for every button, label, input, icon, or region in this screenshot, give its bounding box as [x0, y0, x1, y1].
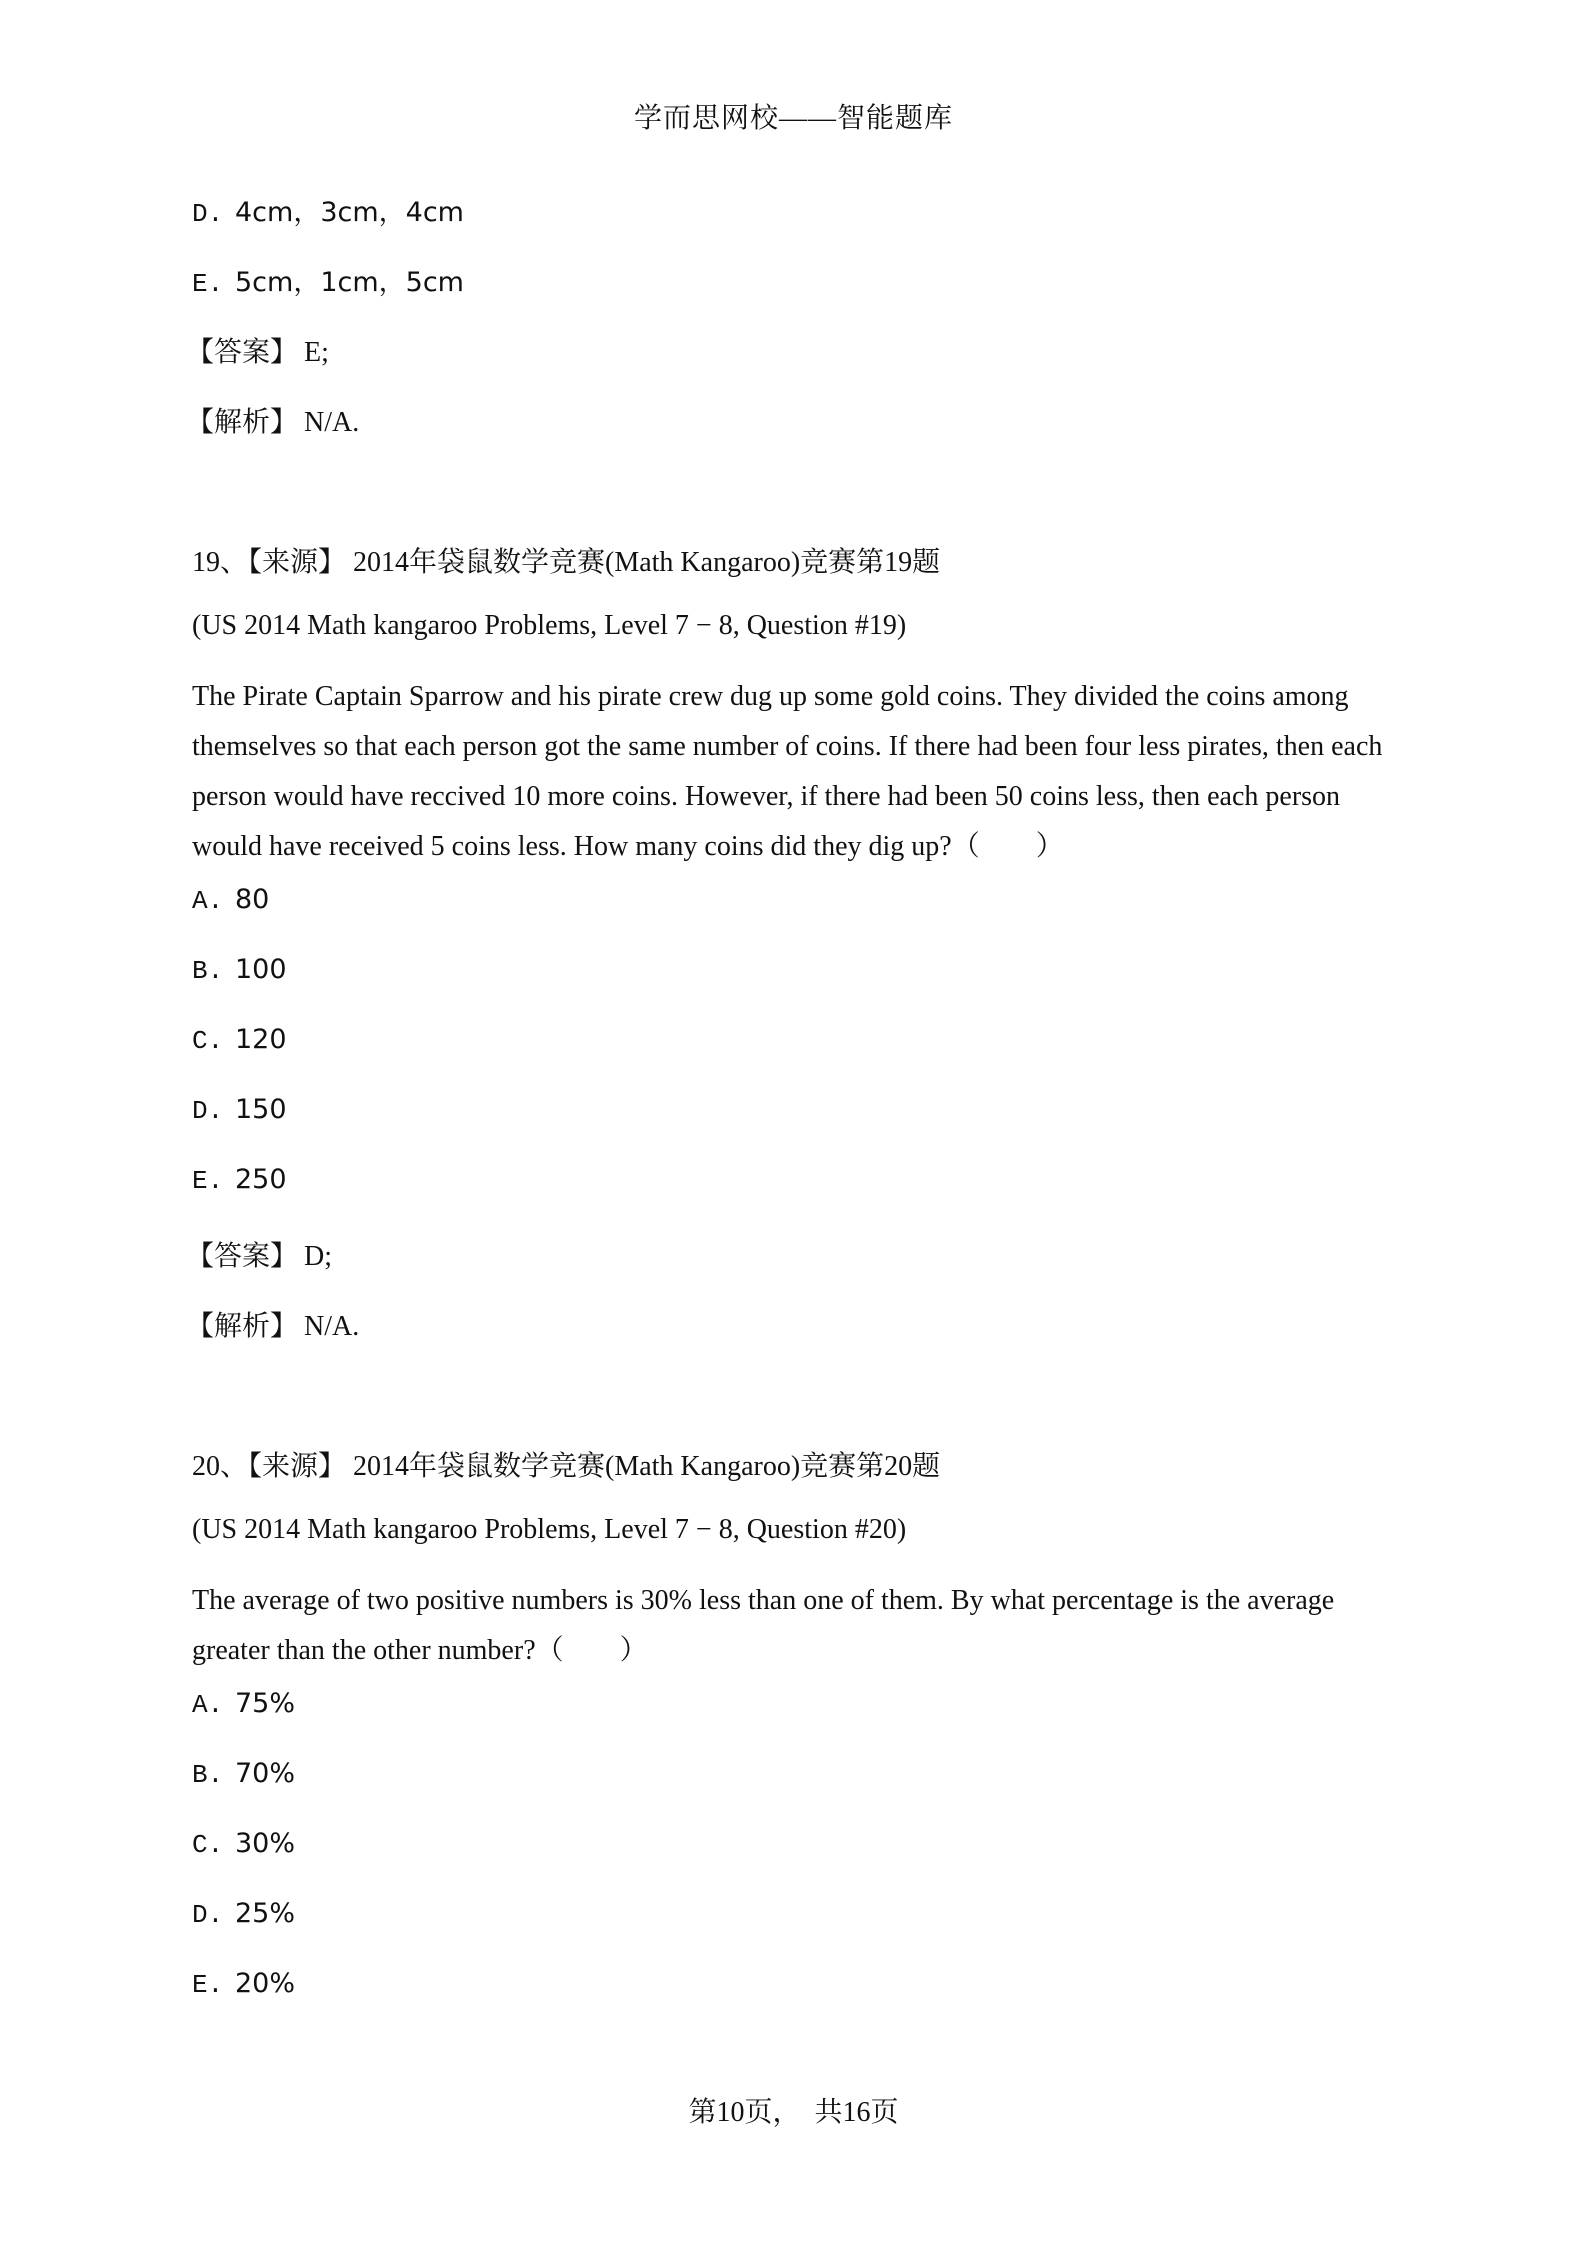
option-d [192, 1898, 1402, 1968]
option-b [192, 1758, 1402, 1828]
option-letter: B. [192, 956, 224, 986]
option-letter: C. [192, 1026, 224, 1056]
option-letter: A. [192, 886, 224, 916]
option-letter: E. [192, 1166, 224, 1196]
analysis-line [186, 1304, 1402, 1374]
answer-line [186, 330, 1402, 400]
spacer [192, 470, 1402, 540]
option-text: 5cm，1cm，5cm [235, 267, 464, 298]
spacer [192, 1374, 1402, 1444]
option-text: 30% [235, 1828, 296, 1859]
analysis-value: N/A. [304, 407, 360, 438]
answer-value: E; [304, 337, 329, 368]
analysis-tag: 【解析】 [186, 407, 299, 438]
option-letter: D. [192, 199, 224, 229]
answer-tag: 【答案】 [186, 1241, 299, 1272]
answer-tag: 【答案】 [186, 337, 299, 368]
page-header: 学而思网校——智能题库 [633, 103, 953, 134]
option-text: 120 [235, 1024, 287, 1055]
page-footer: 第10页， 共16页 [688, 2097, 899, 2128]
question-20-body: The average of two positive numbers is 30% less than one of them. By what percentage is the average greater than the other number?（ ） [192, 1585, 1335, 1666]
option-text: 70% [235, 1758, 296, 1789]
option-text: 150 [235, 1094, 287, 1125]
option-a [192, 884, 1402, 954]
option-text: 20% [235, 1968, 296, 1999]
option-text: 75% [235, 1688, 296, 1719]
option-e [192, 1164, 1402, 1234]
option-letter: E. [192, 269, 224, 299]
option-e [192, 260, 1402, 330]
option-letter: C. [192, 1830, 224, 1860]
option-d [192, 190, 1402, 260]
question-20-subtitle: (US 2014 Math kangaroo Problems, Level 7 − 8, Question #20) [192, 1514, 907, 1545]
option-e [192, 1968, 1402, 2038]
option-text: 80 [235, 884, 270, 915]
option-b [192, 954, 1402, 1024]
question-20-title: 20、【来源】 2014年袋鼠数学竞赛(Math Kangaroo)竞赛第20题 [192, 1451, 941, 1482]
option-c [192, 1828, 1402, 1898]
option-letter: E. [192, 1970, 224, 2000]
question-19-subtitle: (US 2014 Math kangaroo Problems, Level 7 − 8, Question #19) [192, 610, 907, 641]
option-letter: B. [192, 1760, 224, 1790]
question-19-body: The Pirate Captain Sparrow and his pirate crew dug up some gold coins. They divided the coins among themselves so that each person got the same number of coins. If there had been four less pirates, then each person would have reccived 10 more coins. However, if there had been 50 coins less, then each person would have received 5 coins less. How many coins did they dig up?（ ） [192, 681, 1383, 862]
analysis-value: N/A. [304, 1311, 360, 1342]
question-19-title: 19、【来源】 2014年袋鼠数学竞赛(Math Kangaroo)竞赛第19题 [192, 547, 941, 578]
option-text: 25% [235, 1898, 296, 1929]
answer-line [186, 1234, 1402, 1304]
option-text: 100 [235, 954, 287, 985]
option-letter: D. [192, 1900, 224, 1930]
option-text: 250 [235, 1164, 287, 1195]
option-a [192, 1688, 1402, 1758]
option-d [192, 1094, 1402, 1164]
page-content [186, 190, 1402, 2038]
option-text: 4cm，3cm，4cm [235, 197, 464, 228]
analysis-tag: 【解析】 [186, 1311, 299, 1342]
answer-value: D; [304, 1241, 333, 1272]
option-letter: A. [192, 1690, 224, 1720]
analysis-line [186, 400, 1402, 470]
option-c [192, 1024, 1402, 1094]
option-letter: D. [192, 1096, 224, 1126]
